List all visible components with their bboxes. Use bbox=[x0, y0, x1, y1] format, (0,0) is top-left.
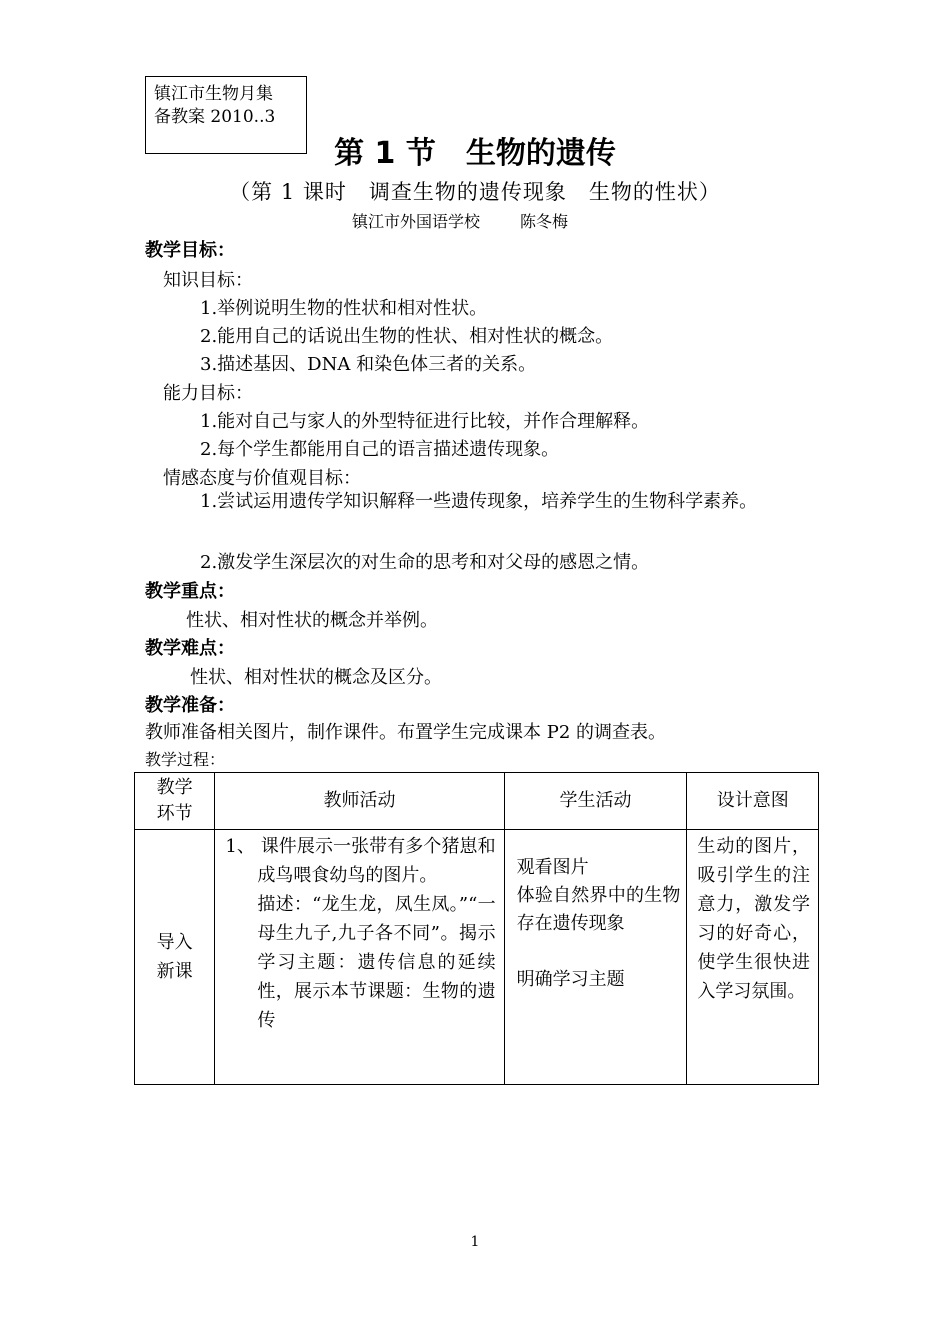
knowledge-item-2: 2.能用自己的话说出生物的性状、相对性状的概念。 bbox=[200, 326, 614, 347]
stamp-line-1: 镇江市生物月集 bbox=[154, 84, 273, 104]
preparation-text: 教师准备相关图片，制作课件。布置学生完成课本 P2 的调查表。 bbox=[145, 722, 667, 743]
process-label: 教学过程： bbox=[145, 750, 226, 769]
objectives-heading: 教学目标： bbox=[145, 240, 235, 261]
table-row bbox=[135, 830, 819, 1085]
table-header-row bbox=[135, 773, 819, 830]
knowledge-label: 知识目标： bbox=[163, 270, 253, 291]
student-activity-2: 体验自然界中的生物存在遗传现象 bbox=[516, 885, 681, 934]
cell-student-activity bbox=[504, 830, 687, 1085]
knowledge-item-1: 1.举例说明生物的性状和相对性状。 bbox=[200, 298, 488, 319]
ability-label: 能力目标： bbox=[163, 383, 253, 404]
header-stage: 教学 环节 bbox=[135, 773, 215, 830]
key-points-heading: 教学重点： bbox=[145, 581, 235, 602]
teacher-activity-2: 描述：“龙生龙，凤生凤。”“一母生九子,九子各不同”。揭示学习主题：遗传信息的延续性，展示本节课题：生物的遗传 bbox=[257, 894, 496, 1031]
preparation-heading: 教学准备： bbox=[145, 695, 235, 716]
header-design-intent: 设计意图 bbox=[687, 773, 819, 830]
student-activity-3: 明确学习主题 bbox=[516, 969, 625, 990]
page-subtitle: （第 1 课时 调查生物的遗传现象 生物的性状） bbox=[229, 180, 721, 204]
author-name: 陈冬梅 bbox=[520, 212, 569, 231]
knowledge-item-3: 3.描述基因、DNA 和染色体三者的关系。 bbox=[200, 354, 537, 375]
teacher-activity-1: 1、 课件展示一张带有多个猪崽和成鸟喂食幼鸟的图片。 bbox=[225, 836, 496, 886]
cell-design-intent: 生动的图片，吸引学生的注意力，激发学习的好奇心，使学生很快进入学习氛围。 bbox=[687, 830, 819, 1085]
cell-stage: 导入 新课 bbox=[135, 830, 215, 1085]
process-table bbox=[134, 772, 819, 1085]
cell-teacher-activity bbox=[215, 830, 504, 1085]
emotion-item-1: 1.尝试运用遗传学知识解释一些遗传现象，培养学生的生物科学素养。 bbox=[200, 491, 758, 512]
ability-item-1: 1.能对自己与家人的外型特征进行比较，并作合理解释。 bbox=[200, 411, 650, 432]
header-teacher-activity: 教师活动 bbox=[215, 773, 504, 830]
stamp-line-2: 备教案 2010..3 bbox=[154, 107, 276, 127]
emotion-label: 情感态度与价值观目标： bbox=[163, 468, 361, 489]
header-student-activity: 学生活动 bbox=[504, 773, 687, 830]
difficulties-text: 性状、相对性状的概念及区分。 bbox=[190, 667, 442, 688]
student-activity-1: 观看图片 bbox=[516, 857, 589, 878]
ability-item-2: 2.每个学生都能用自己的语言描述遗传现象。 bbox=[200, 439, 560, 460]
difficulties-heading: 教学难点： bbox=[145, 638, 235, 659]
page-title: 第 1 节 生物的遗传 bbox=[334, 136, 616, 171]
page-number: 1 bbox=[470, 1234, 480, 1250]
author-school: 镇江市外国语学校 bbox=[352, 212, 481, 231]
key-points-text: 性状、相对性状的概念并举例。 bbox=[186, 610, 438, 631]
author-line bbox=[352, 209, 568, 232]
emotion-item-2: 2.激发学生深层次的对生命的思考和对父母的感恩之情。 bbox=[200, 552, 650, 573]
